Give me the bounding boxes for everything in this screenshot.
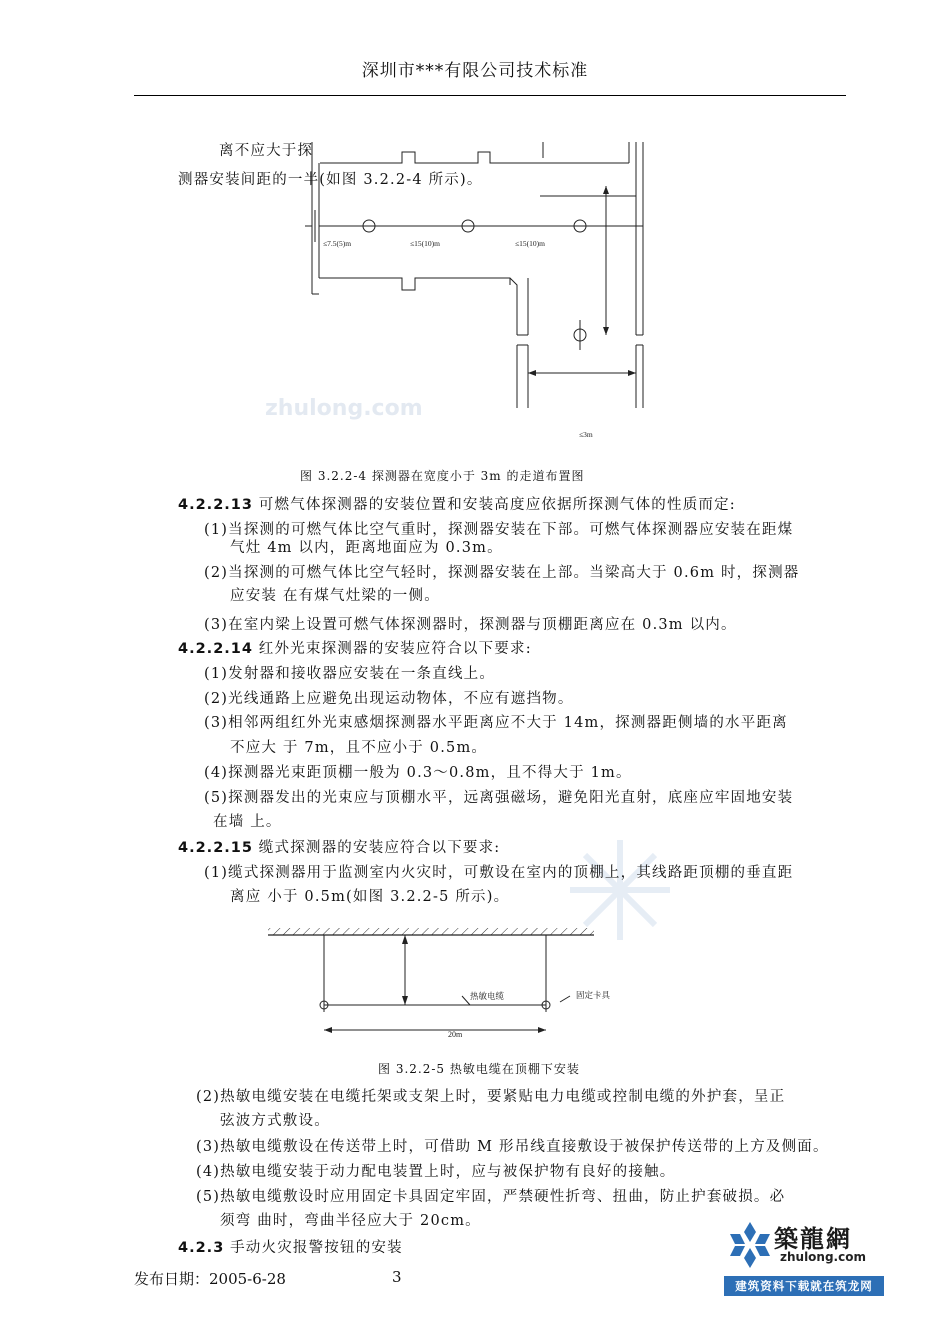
intro-line-1: 离不应大于探 [219, 143, 314, 159]
zhulong-snowflake-icon [728, 1220, 772, 1270]
watermark-text: zhulong.com [265, 396, 423, 421]
s14-item-4: (4)探测器光束距顶棚一般为 0.3～0.8m，且不得大于 1m。 [204, 765, 632, 781]
page-number: 3 [392, 1268, 402, 1286]
s15-item-1b: 离应 小于 0.5m(如图 3.2.2-5 所示)。 [230, 889, 510, 905]
s15-item-1a: (1)缆式探测器用于监测室内火灾时，可敷设在室内的顶棚上，其线路距顶棚的垂直距 [204, 865, 794, 881]
s13-item-2a: (2)当探测的可燃气体比空气轻时，探测器安装在上部。当梁高大于 0.6m 时，探测器 [204, 565, 800, 581]
intro-line-2: 测器安装间距的一半(如图 3.2.2-4 所示)。 [178, 172, 483, 188]
section-number: 4.2.2.15 [178, 840, 253, 856]
section-4-2-3-heading [178, 1236, 403, 1257]
section-number: 4.2.3 [178, 1240, 225, 1256]
s14-item-5a: (5)探测器发出的光束应与顶棚水平，远离强磁场，避免阳光直射，底座应牢固地安装 [204, 790, 794, 806]
logo-band-text: 建筑资料下载就在筑龙网 [735, 1279, 873, 1293]
cable-item-5b: 须弯 曲时，弯曲半径应大于 20cm。 [220, 1213, 481, 1229]
cable-item-4: (4)热敏电缆安装于动力配电装置上时，应与被保护物有良好的接触。 [196, 1164, 676, 1180]
section-number: 4.2.2.14 [178, 641, 253, 657]
clamp-label: 固定卡具 [576, 990, 611, 1000]
s14-item-3b: 不应大 于 7m，且不应小于 0.5m。 [230, 740, 488, 756]
logo-band [724, 1276, 884, 1296]
figure-2-caption: 图 3.2.2-5 热敏电缆在顶棚下安装 [378, 1062, 580, 1076]
dim-label-span-1: ≤15(10)m [410, 239, 440, 248]
zhulong-logo [724, 1216, 884, 1296]
section-title: 手动火灾报警按钮的安装 [230, 1240, 403, 1256]
dim-label-width: ≤3m [579, 430, 593, 439]
cable-label: 热敏电缆 [470, 991, 505, 1001]
figure-1-caption: 图 3.2.2-4 探测器在宽度小于 3m 的走道布置图 [300, 469, 585, 483]
logo-title: 築龍網 [774, 1224, 852, 1253]
span-label: 20m [448, 1030, 463, 1039]
s14-item-5b: 在墙 上。 [213, 814, 282, 830]
cable-item-2a: (2)热敏电缆安装在电缆托架或支架上时，要紧贴电力电缆或控制电缆的外护套，呈正 [196, 1089, 786, 1105]
s14-item-1: (1)发射器和接收器应安装在一条直线上。 [204, 666, 496, 682]
logo-url: zhulong.com [780, 1250, 866, 1264]
s14-item-2: (2)光线通路上应避免出现运动物体，不应有遮挡物。 [204, 691, 574, 707]
dim-label-end: ≤7.5(5)m [323, 239, 352, 248]
cable-item-3: (3)热敏电缆敷设在传送带上时，可借助 M 形吊线直接敷设于被保护传送带的上方及侧面。 [196, 1139, 829, 1155]
s14-item-3a: (3)相邻两组红外光束感烟探测器水平距离应不大于 14m，探测器距侧墙的水平距离 [204, 715, 788, 731]
section-title: 可燃气体探测器的安装位置和安装高度应依据所探测气体的性质而定: [258, 497, 736, 513]
page-header-title: 深圳市***有限公司技术标准 [361, 61, 589, 81]
s13-item-3: (3)在室内梁上设置可燃气体探测器时，探测器与顶棚距离应在 0.3m 以内。 [204, 617, 737, 633]
section-title: 红外光束探测器的安装应符合以下要求: [258, 641, 532, 657]
cable-item-2b: 弦波方式敷设。 [220, 1113, 330, 1129]
s13-item-2b: 应安装 在有煤气灶梁的一侧。 [230, 588, 440, 604]
dim-label-span-2: ≤15(10)m [515, 239, 545, 248]
publish-date: 发布日期：2005-6-28 [134, 1270, 286, 1288]
cable-item-5a: (5)热敏电缆敷设时应用固定卡具固定牢固，严禁硬性折弯、扭曲，防止护套破损。必 [196, 1189, 786, 1205]
section-title: 缆式探测器的安装应符合以下要求: [258, 840, 501, 856]
s13-item-1a: (1)当探测的可燃气体比空气重时，探测器安装在下部。可燃气体探测器应安装在距煤 [204, 522, 794, 538]
section-number: 4.2.2.13 [178, 497, 253, 513]
s13-item-1b: 气灶 4m 以内，距离地面应为 0.3m。 [230, 540, 503, 556]
